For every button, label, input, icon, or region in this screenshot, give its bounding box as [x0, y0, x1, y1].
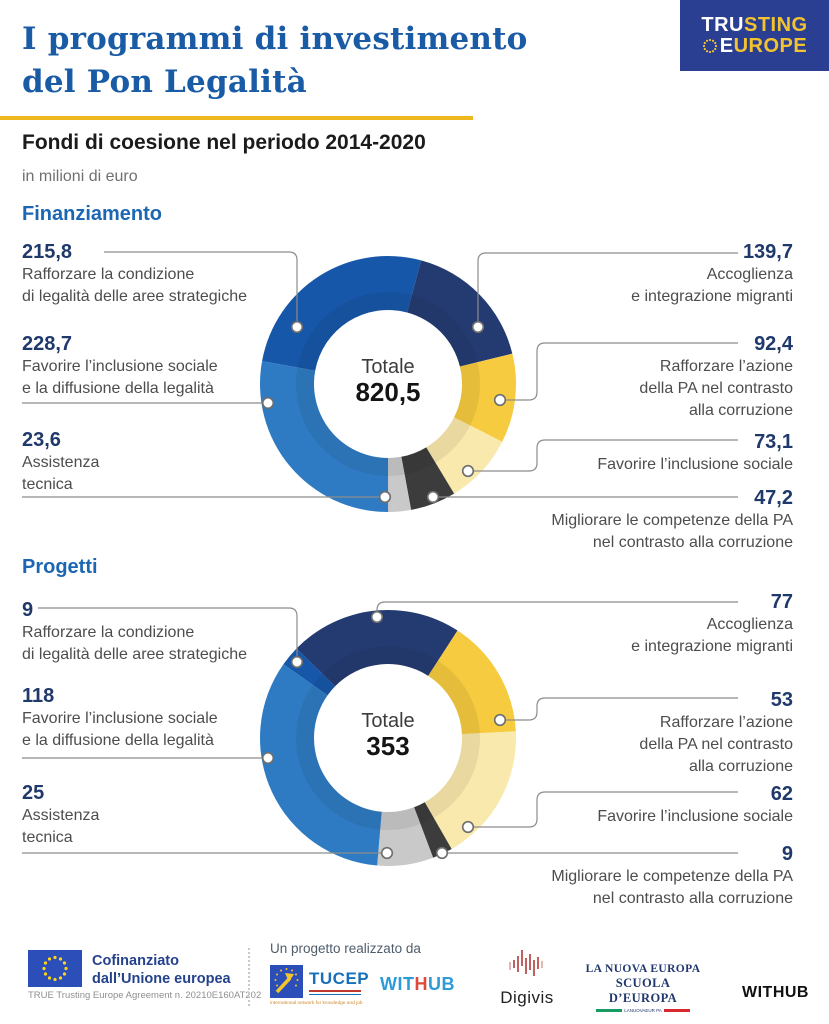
callout-label-line: nel contrasto alla corruzione	[592, 534, 793, 551]
logo-urope: UROPE	[733, 34, 808, 57]
digivis-waveform-icon	[492, 948, 562, 982]
withub-wit: WIT	[380, 974, 415, 994]
callout-label-line: Migliorare le competenze della PA	[551, 512, 793, 529]
eu-agreement-note: TRUE Trusting Europe Agreement n. 20210E160AT202	[28, 990, 262, 1001]
callout-label-line: tecnica	[22, 829, 73, 846]
callout-label-line: Rafforzare la condizione	[22, 266, 195, 283]
nuova-europa-line2: SCUOLA D’EUROPA	[608, 976, 678, 1005]
callout-progetti-inclusione-sociale	[597, 782, 793, 828]
dot-finanziamento-aree-strategiche	[292, 322, 303, 333]
nuova-europa-logo	[585, 962, 701, 1013]
total-value: 820,5	[355, 377, 421, 407]
total-value: 353	[366, 731, 410, 761]
callout-progetti-competenze-pa	[551, 842, 793, 910]
callout-label-line: Favorire l’inclusione sociale	[597, 808, 793, 825]
callout-finanziamento-inclusione-sociale	[597, 430, 793, 476]
callout-value: 228,7	[22, 333, 73, 355]
callout-progetti-azione-pa	[639, 688, 793, 778]
dot-finanziamento-inclusione-diffusione	[263, 398, 274, 409]
callout-label-line: Rafforzare l’azione	[659, 714, 793, 731]
flag-red-bar	[664, 1009, 690, 1012]
callout-value: 9	[22, 599, 34, 621]
callout-value: 92,4	[754, 333, 793, 355]
callout-label-line: Accoglienza	[706, 266, 793, 283]
callout-finanziamento-competenze-pa	[551, 486, 793, 554]
callout-label-line: Accoglienza	[706, 616, 793, 633]
dot-progetti-assistenza-tecnica	[382, 848, 393, 859]
callout-label-line: e la diffusione della legalità	[22, 732, 214, 749]
footer-divider	[248, 948, 250, 1006]
callout-finanziamento-aree-strategiche	[22, 240, 247, 308]
section-label-progetti: Progetti	[22, 556, 98, 578]
callout-progetti-aree-strategiche	[22, 598, 247, 666]
callout-label-line: Rafforzare la condizione	[22, 624, 195, 641]
callout-label-line: tecnica	[22, 476, 73, 493]
withub-h: H	[414, 974, 428, 994]
dot-progetti-migranti	[372, 612, 383, 623]
callout-label-line: di legalità delle aree strategiche	[22, 646, 248, 663]
dot-progetti-inclusione-sociale	[463, 822, 474, 833]
callout-value: 73,1	[754, 431, 793, 453]
tucep-caption: international network for knowledge and job	[270, 1001, 363, 1006]
callout-label-line: Favorire l’inclusione sociale	[597, 456, 793, 473]
callout-value: 9	[781, 843, 793, 865]
callout-label-line: alla corruzione	[688, 758, 793, 775]
callout-value: 62	[770, 783, 793, 805]
dot-finanziamento-migranti	[473, 322, 484, 333]
dot-progetti-azione-pa	[495, 715, 506, 726]
callout-value: 53	[770, 689, 793, 711]
callout-label-line: della PA nel contrasto	[639, 736, 793, 753]
withub-ub: UB	[428, 974, 455, 994]
callout-finanziamento-azione-pa	[639, 332, 793, 422]
nuova-europa-flag	[585, 1008, 701, 1013]
callout-finanziamento-migranti	[631, 240, 793, 308]
dot-finanziamento-competenze-pa	[428, 492, 439, 503]
subtitle: Fondi di coesione nel periodo 2014-2020	[22, 131, 426, 154]
callout-value: 118	[22, 685, 55, 707]
page-title-line1: I programmi di investimento	[22, 21, 528, 57]
logo-e: E	[719, 34, 734, 57]
callout-progetti-assistenza-tecnica	[22, 781, 99, 849]
nuova-europa-mini: LANUOVAEUR PA	[624, 1008, 662, 1013]
tucep-name: TUCEP	[309, 969, 370, 988]
dot-finanziamento-inclusione-sociale	[463, 466, 474, 477]
callout-progetti-inclusione-diffusione	[22, 684, 218, 752]
donut-center-total-progetti	[288, 710, 488, 760]
callout-label-line: Assistenza	[22, 454, 100, 471]
callout-finanziamento-assistenza-tecnica	[22, 428, 99, 496]
callout-value: 77	[770, 591, 793, 613]
logo-tru: TRU	[701, 13, 744, 36]
logo-sting: STING	[743, 13, 808, 36]
callout-label-line: e integrazione migranti	[631, 288, 793, 305]
section-label-finanziamento: Finanziamento	[22, 203, 163, 225]
eu-cofinanced-line2: dall’Unione europea	[92, 971, 231, 987]
eu-flag-icon	[28, 950, 82, 987]
page-title-line2: del Pon Legalità	[22, 64, 307, 100]
dot-finanziamento-azione-pa	[495, 395, 506, 406]
callout-label-line: Favorire l’inclusione sociale	[22, 358, 218, 375]
callout-label-line: nel contrasto alla corruzione	[592, 890, 793, 907]
total-label: Totale	[361, 356, 415, 378]
callout-label-line: della PA nel contrasto	[639, 380, 793, 397]
callout-finanziamento-inclusione-diffusione	[22, 332, 218, 400]
callout-label-line: alla corruzione	[688, 402, 793, 419]
total-label: Totale	[361, 710, 415, 732]
withub-wordmark: WITHUB	[742, 984, 809, 1001]
callout-label-line: Assistenza	[22, 807, 100, 824]
digivis-name: Digivis	[500, 988, 554, 1007]
callout-progetti-migranti	[631, 590, 793, 658]
callout-label-line: di legalità delle aree strategiche	[22, 288, 248, 305]
tucep-flag-icon	[270, 965, 303, 998]
callout-value: 25	[22, 782, 45, 804]
tucep-rule-blue	[309, 994, 361, 996]
nuova-europa-line1: LA NUOVA EUROPA	[585, 963, 701, 975]
callout-label-line: Favorire l’inclusione sociale	[22, 710, 218, 727]
callout-value: 47,2	[754, 487, 793, 509]
eu-cofinanced-line1: Cofinanziato	[92, 953, 179, 969]
dot-progetti-aree-strategiche	[292, 657, 303, 668]
callout-value: 215,8	[22, 241, 73, 263]
eu-cofinanced-label	[92, 952, 231, 988]
donut-center-total-finanziamento	[288, 356, 488, 406]
callout-label-line: Migliorare le competenze della PA	[551, 868, 793, 885]
dot-progetti-inclusione-diffusione	[263, 753, 274, 764]
callout-label-line: e integrazione migranti	[631, 638, 793, 655]
callout-label-line: e la diffusione della legalità	[22, 380, 214, 397]
project-note: Un progetto realizzato da	[270, 941, 421, 956]
dot-progetti-competenze-pa	[437, 848, 448, 859]
callout-value: 139,7	[742, 241, 793, 263]
withub-logo	[380, 974, 455, 995]
dot-finanziamento-assistenza-tecnica	[380, 492, 391, 503]
tucep-logo	[270, 965, 370, 1006]
callout-value: 23,6	[22, 429, 61, 451]
digivis-logo	[492, 948, 562, 1007]
unit-note: in milioni di euro	[22, 168, 138, 185]
tucep-rule-red	[309, 990, 361, 992]
flag-green-bar	[596, 1009, 622, 1012]
callout-label-line: Rafforzare l’azione	[659, 358, 793, 375]
